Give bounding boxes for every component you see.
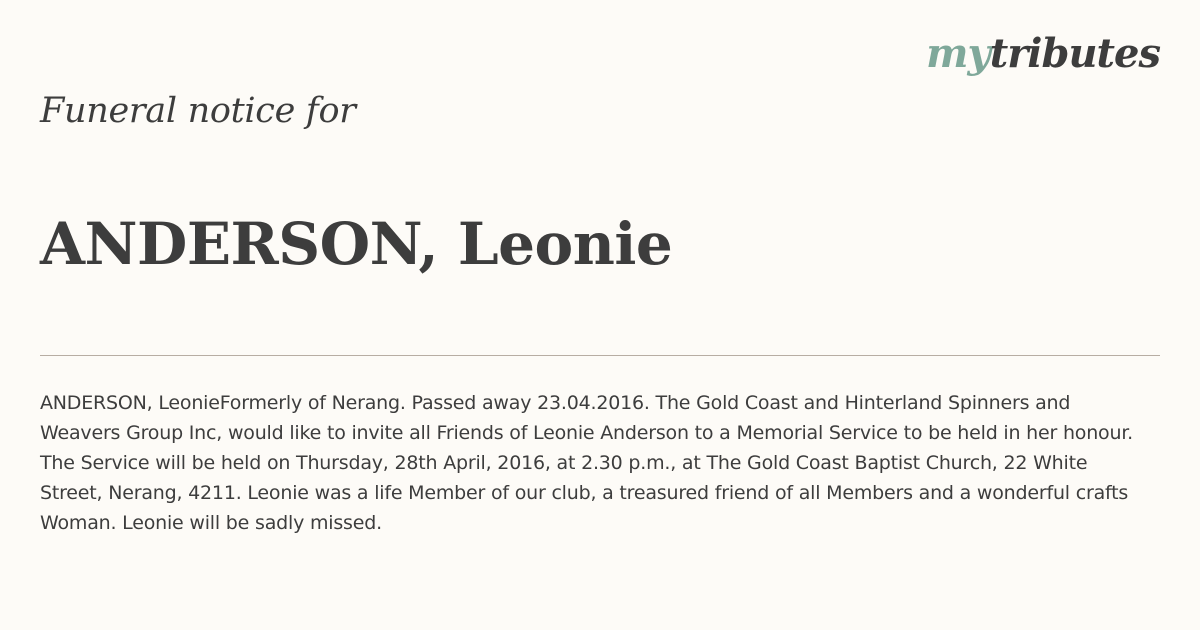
notice-label: Funeral notice for [40, 91, 356, 131]
logo-my-text: my [926, 30, 990, 77]
logo-tributes-text: tributes [989, 30, 1160, 77]
mytributes-logo[interactable] [926, 30, 1160, 77]
notice-body-text: ANDERSON, LeonieFormerly of Nerang. Passed away 23.04.2016. The Gold Coast and Hinterland Spinners and Weavers Group Inc, would like to invite all Friends of Leonie Anderson to a Memorial Service to be held in her honour. The Service will be held on Thursday, 28th April, 2016, at 2.30 p.m., at The Gold Coast Baptist Church, 22 White Street, Nerang, 4211. Leonie was a life Member of our club, a treasured friend of all Members and a wonderful crafts Woman. Leonie will be sadly missed. [40, 392, 1134, 534]
divider [40, 355, 1160, 356]
deceased-name: ANDERSON, Leonie [40, 210, 673, 278]
